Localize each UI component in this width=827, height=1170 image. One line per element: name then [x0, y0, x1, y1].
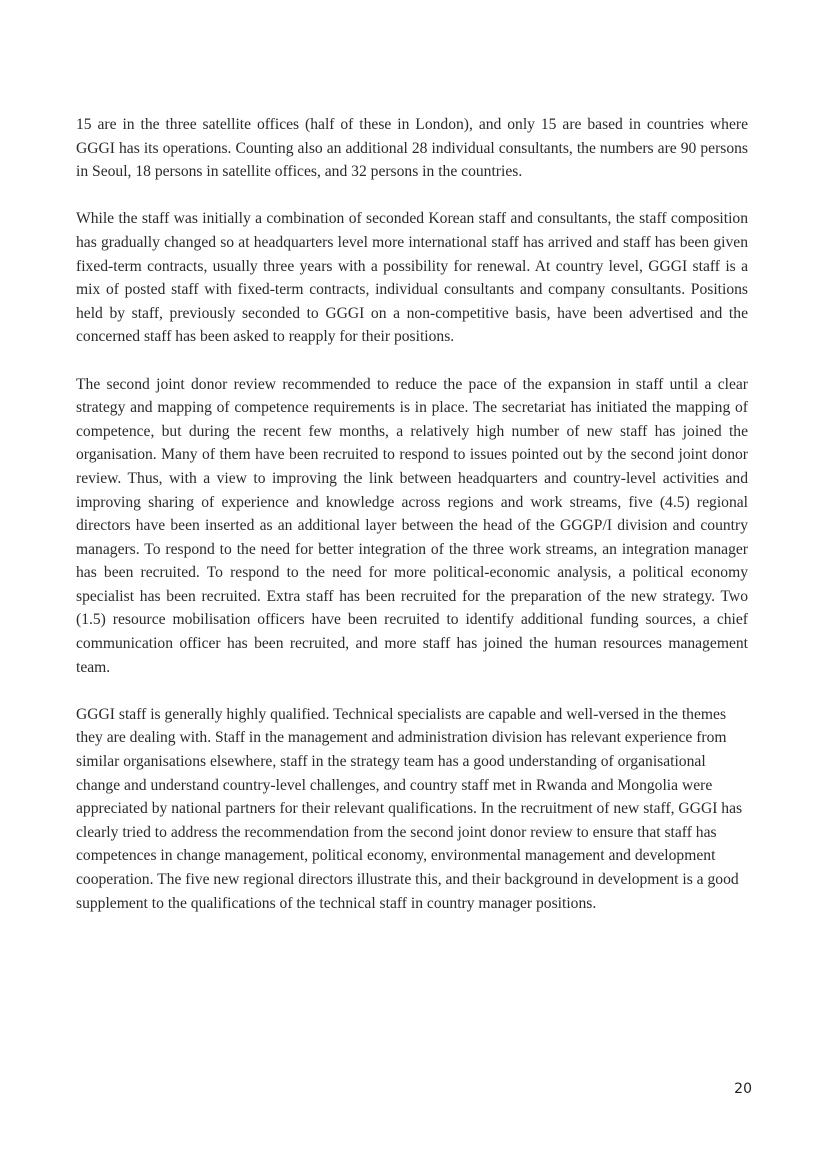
body-text: [76, 113, 748, 939]
paragraph-staff-composition: While the staff was initially a combination of seconded Korean staff and consultants, the staff composition has gradually changed so at headquarters level more international staff has arrived and staff has been given fixed-term contracts, usually three years with a possibility for renewal. At country level, GGGI staff is a mix of posted staff with fixed-term contracts, individual consultants and company consultants. Positions held by staff, previously seconded to GGGI on a non-competitive basis, have been advertised and the concerned staff has been asked to reapply for their positions.: [76, 210, 748, 346]
paragraph-staff-qualifications: GGGI staff is generally highly qualified. Technical specialists are capable and well-versed in the themes they are dealing with. Staff in the management and administration division has relevant experience from similar organisations elsewhere, staff in the strategy team has a good understanding of organisational change and understand country-level challenges, and country staff met in Rwanda and Mongolia were appreciated by national partners for their relevant qualifications. In the recruitment of new staff, GGGI has clearly tried to address the recommendation from the second joint donor review to ensure that staff has competences in change management, political economy, environmental management and development cooperation. The five new regional directors illustrate this, and their background in development is a good supplement to the qualifications of the technical staff in country manager positions.: [76, 705, 743, 912]
paragraph-donor-review: The second joint donor review recommended to reduce the pace of the expansion in staff until a clear strategy and mapping of competence requirements is in place. The secretariat has initiated the mapping of competence, but during the recent few months, a relatively high number of new staff has joined the organisation. Many of them have been recruited to respond to issues pointed out by the second joint donor review. Thus, with a view to improving the link between headquarters and country-level activities and improving sharing of experience and knowledge across regions and work streams, five (4.5) regional directors have been inserted as an additional layer between the head of the GGGP/I division and country managers. To respond to the need for better integration of the three work streams, an integration manager has been recruited. To respond to the need for more political-economic analysis, a political economy specialist has been recruited. Extra staff has been recruited for the preparation of the new strategy. Two (1.5) resource mobilisation officers have been recruited to identify additional funding sources, a chief communication officer has been recruited, and more staff has joined the human resources management team.: [76, 375, 748, 676]
paragraph-satellite-offices: 15 are in the three satellite offices (half of these in London), and only 15 are based in countries where GGGI has its operations. Counting also an additional 28 individual consultants, the numbers are 90 persons in Seoul, 18 persons in satellite offices, and 32 persons in the countries.: [76, 116, 748, 181]
page-number: 20: [734, 1081, 752, 1097]
